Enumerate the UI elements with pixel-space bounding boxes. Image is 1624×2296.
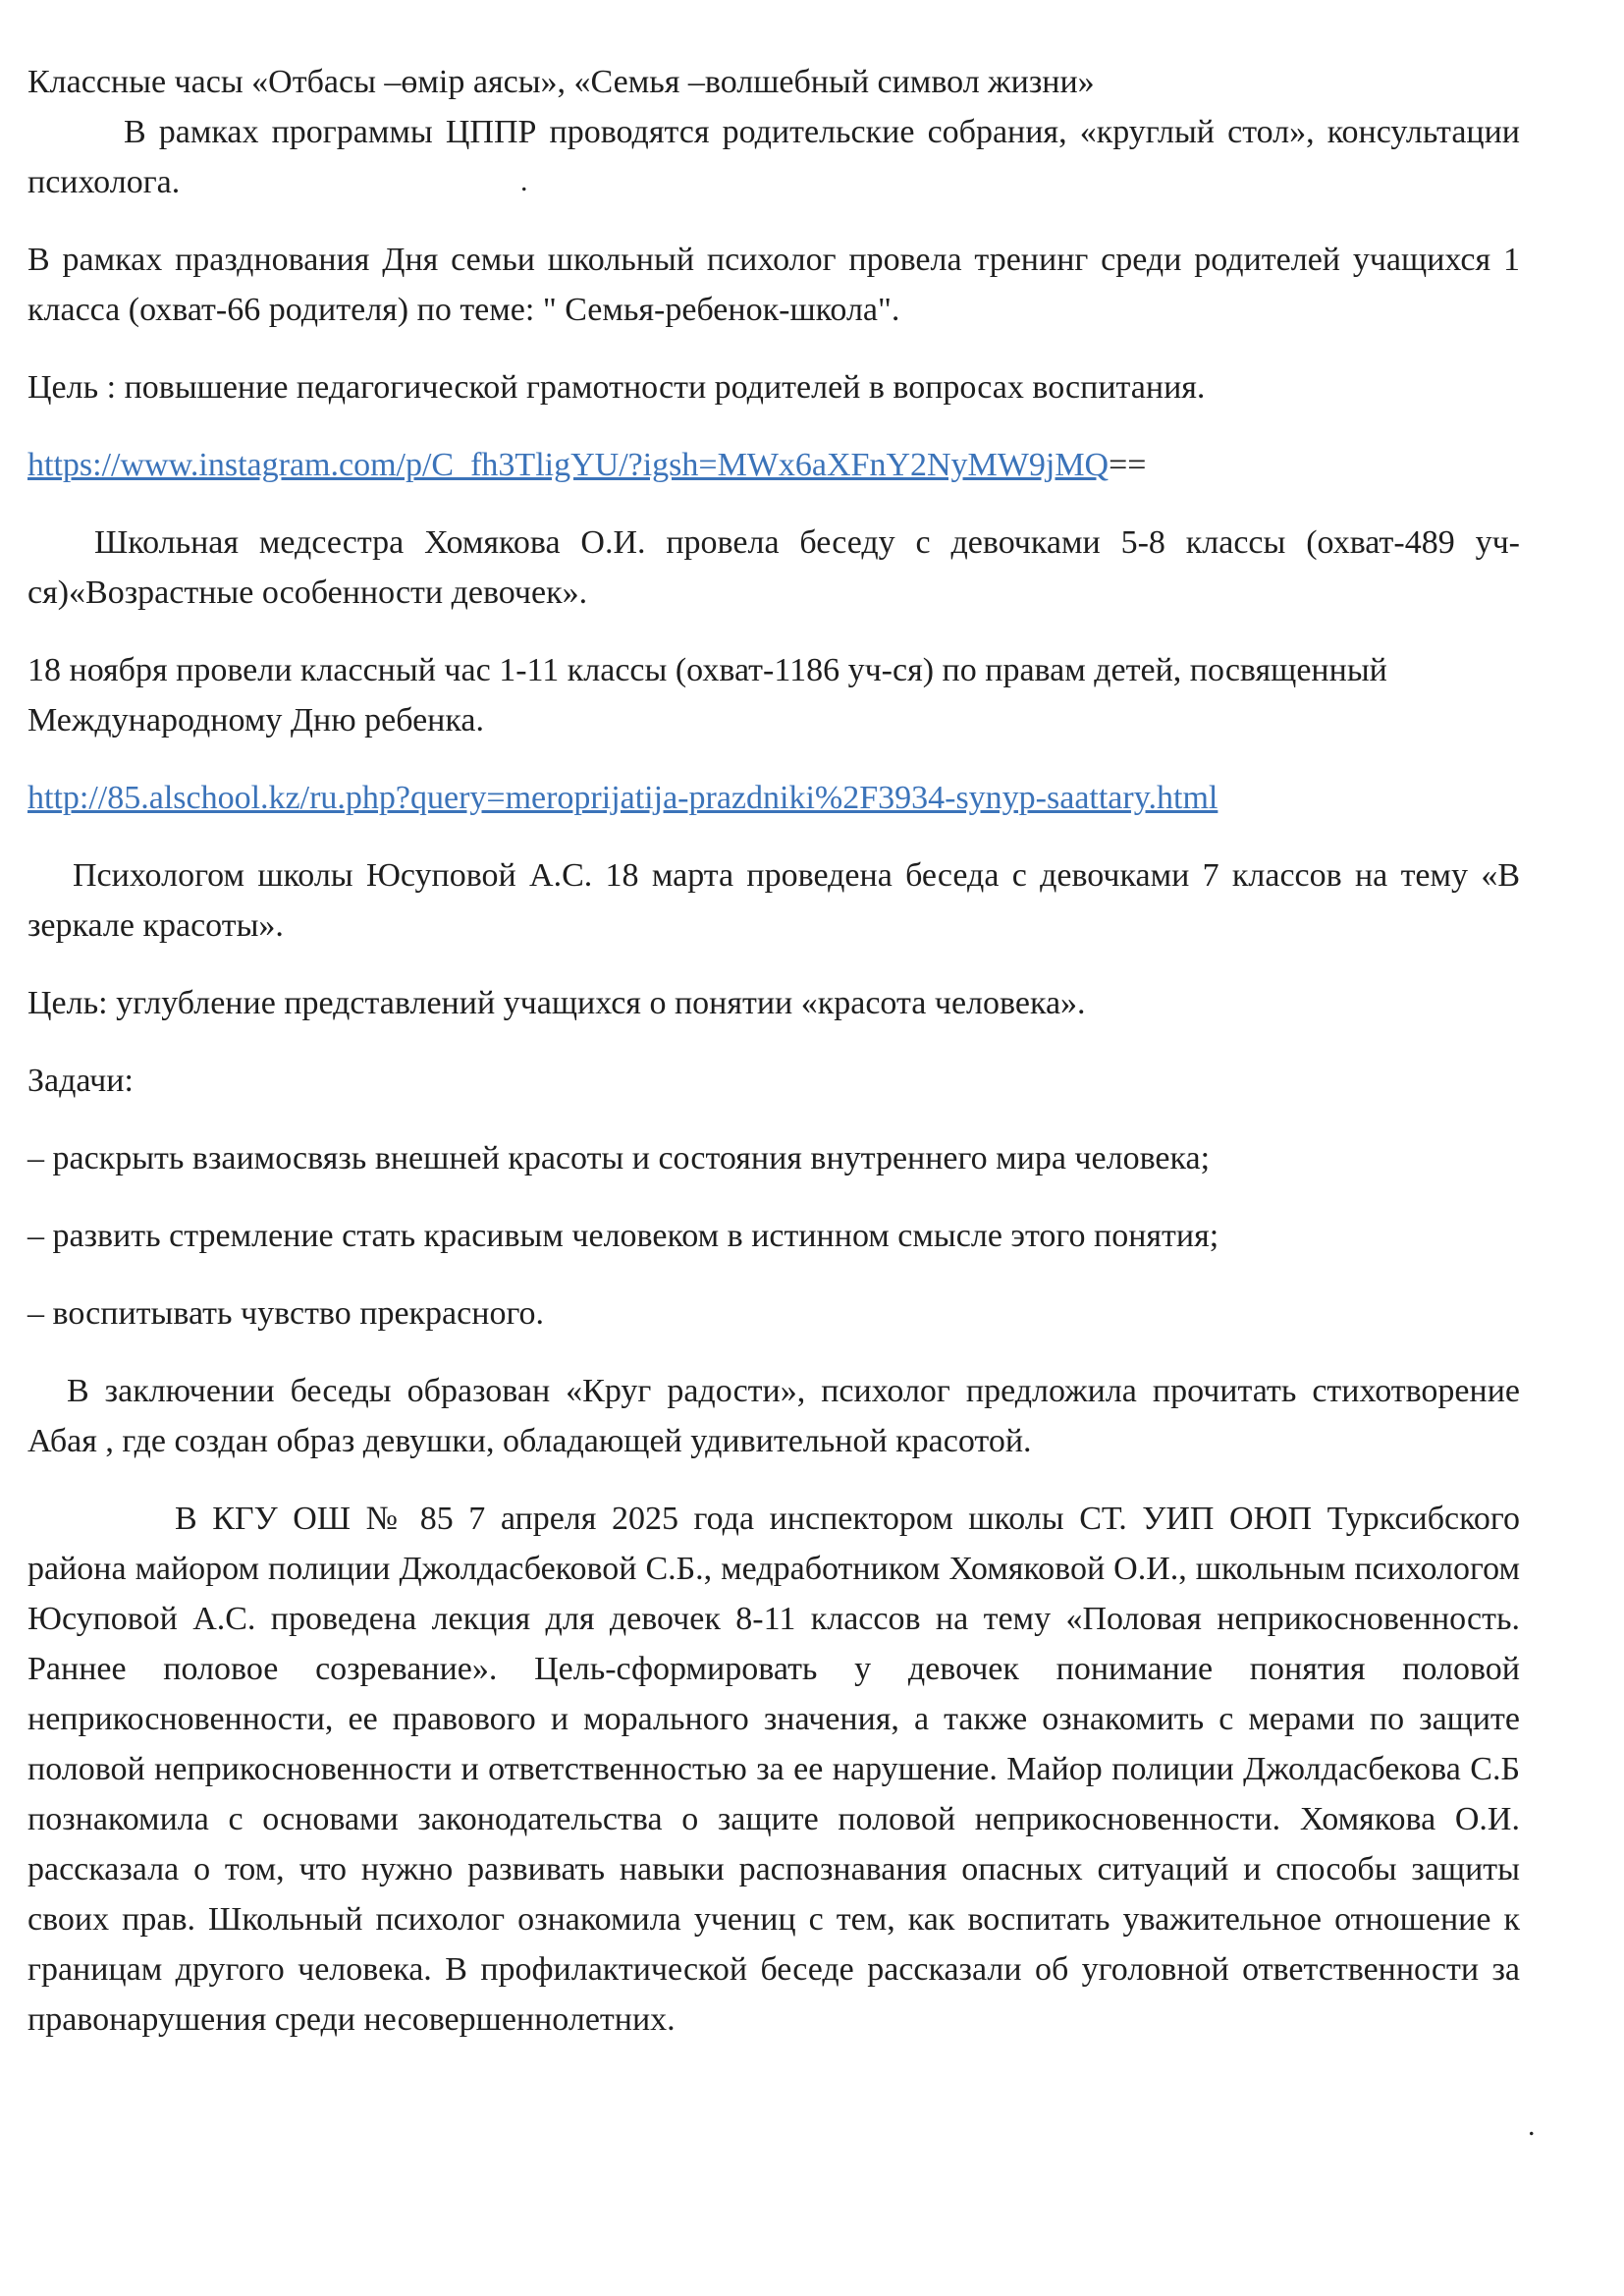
- document-page: [27, 57, 1520, 2045]
- family-day-goal: Цель : повышение педагогической грамотности родителей в вопросах воспитания.: [27, 369, 1206, 406]
- instagram-link-line: [27, 440, 1520, 490]
- tasks-label: Задачи:: [27, 1063, 134, 1099]
- cppr-paragraph: В рамках программы ЦППР проводятся родительские собрания, «круглый стол», консультации психолога.: [27, 114, 1520, 200]
- beauty-talk: Психологом школы Юсуповой А.С. 18 марта проведена беседа с девочками 7 классов на тему «В зеркале красоты».: [27, 857, 1520, 944]
- scan-speck: .: [520, 165, 528, 197]
- lecture-paragraph: В КГУ ОШ № 85 7 апреля 2025 года инспектором школы СТ. УИП ОЮП Турксибского района майором полиции Джолдасбековой С.Б., медработником Хомяковой О.И., школьным психологом Юсуповой А.С. проведена лекция для девочек 8-11 классов на тему «Половая неприкосновенность. Раннее половое созревание». Цель-сформировать у девочек понимание понятия половой неприкосновенности, ее правового и морального значения, а также ознакомить с мерами по защите половой неприкосновенности и ответственностью за ее нарушение. Майор полиции Джолдасбекова С.Б познакомила с основами законодательства о защите половой неприкосновенности. Хомякова О.И. рассказала о том, что нужно развивать навыки распознавания опасных ситуаций и способы защиты своих прав. Школьный психолог ознакомила учениц с тем, как воспитать уважительное отношение к границам другого человека. В профилактической беседе рассказали об уголовной ответственности за правонарушения среди несовершеннолетних.: [27, 1501, 1520, 2038]
- scan-speck: .: [1528, 2109, 1536, 2142]
- school-link[interactable]: http://85.alschool.kz/ru.php?query=meroprijatija-prazdniki%2F3934-synyp-saattary.html: [27, 780, 1218, 816]
- conclusion: В заключении беседы образован «Круг радости», психолог предложила прочитать стихотворение Абая , где создан образ девушки, обладающей удивительной красотой.: [27, 1373, 1520, 1459]
- task-item: – развить стремление стать красивым человеком в истинном смысле этого понятия;: [27, 1218, 1219, 1254]
- rights-day: 18 ноября провели классный час 1-11 классы (охват-1186 уч-ся) по правам детей, посвященный Международному Дню ребенка.: [27, 652, 1387, 738]
- school-link-line: [27, 773, 1520, 823]
- nurse-talk: Школьная медсестра Хомякова О.И. провела беседу с девочками 5-8 классы (охват-489 уч-ся)«Возрастные особенности девочек».: [27, 524, 1520, 611]
- instagram-link-suffix: ==: [1109, 447, 1147, 483]
- beauty-goal: Цель: углубление представлений учащихся о понятии «красота человека».: [27, 985, 1086, 1021]
- family-day-training: В рамках празднования Дня семьи школьный психолог провела тренинг среди родителей учащихся 1 класса (охват-66 родителя) по теме: " Семья-ребенок-школа".: [27, 242, 1520, 328]
- instagram-link[interactable]: https://www.instagram.com/p/C_fh3TligYU/?igsh=MWx6aXFnY2NyMW9jMQ: [27, 447, 1110, 483]
- task-item: – раскрыть взаимосвязь внешней красоты и состояния внутреннего мира человека;: [27, 1140, 1211, 1176]
- class-hours-line: Классные часы «Отбасы –өмір аясы», «Семья –волшебный символ жизни»: [27, 64, 1095, 100]
- task-item: – воспитывать чувство прекрасного.: [27, 1295, 545, 1332]
